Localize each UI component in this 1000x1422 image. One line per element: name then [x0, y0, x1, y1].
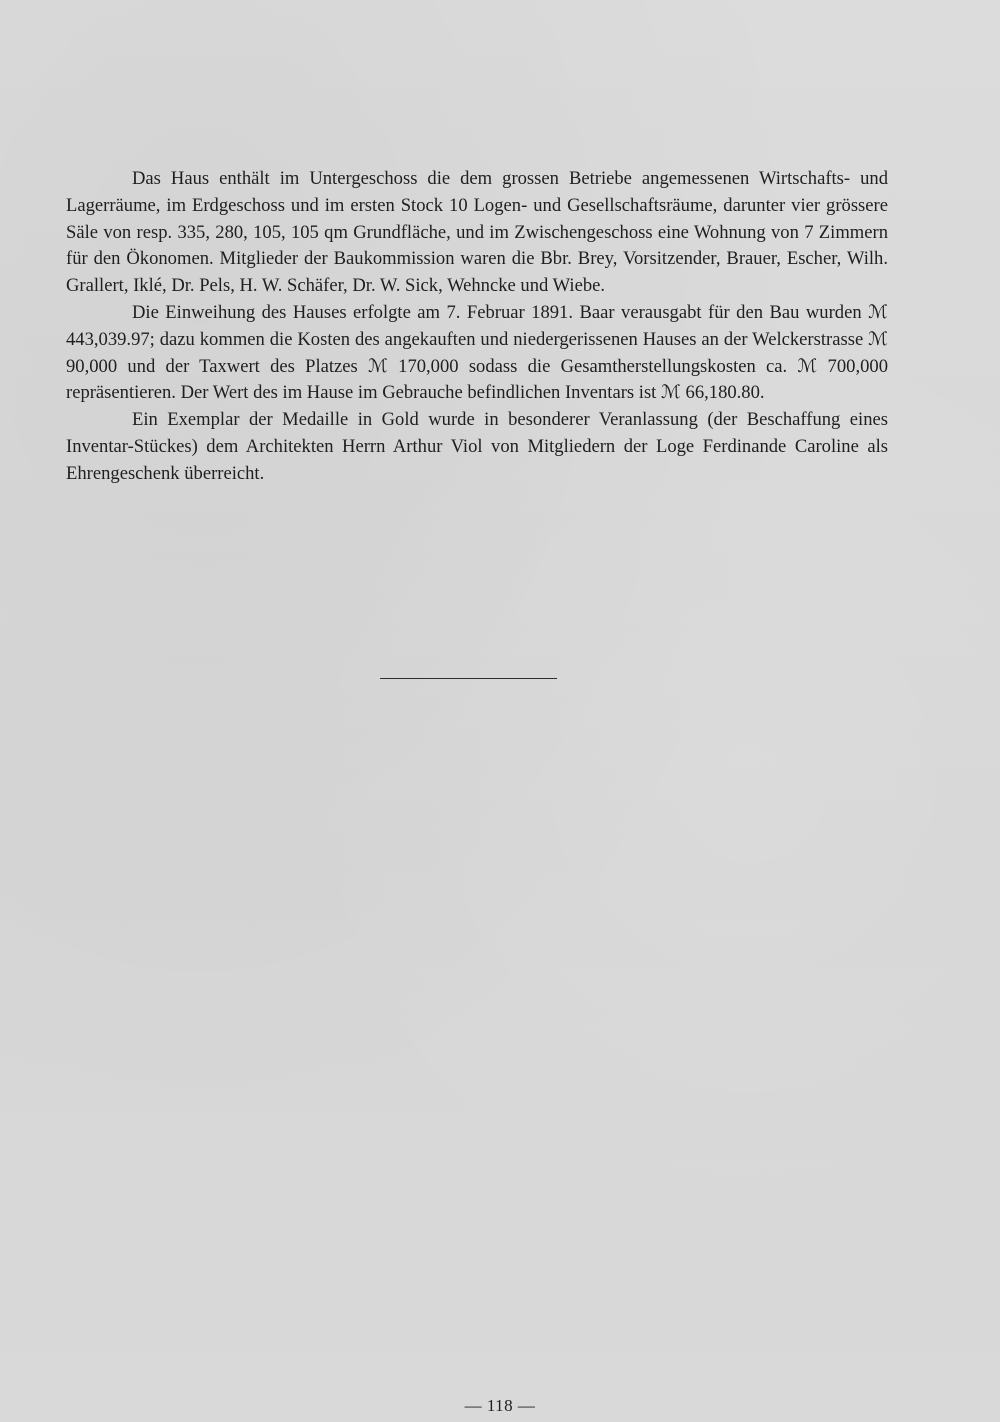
- paragraph-medal-gift: Ein Exemplar der Medaille in Gold wurde in besonderer Veranlassung (der Beschaffung eines Inventar-Stückes) dem Architekten Herrn Arthur Viol von Mitgliedern der Loge Ferdinande Caroline als Ehrengeschenk überreicht.: [66, 409, 888, 484]
- paragraph-inauguration-costs: Die Einweihung des Hauses erfolgte am 7. Februar 1891. Baar verausgabt für den Bau wurden ℳ 443,039.97; dazu kommen die Kosten des angekauften und niedergerissenen Hauses an der Welckerstrasse ℳ 90,000 und der Taxwert des Platzes ℳ 170,000 sodass die Gesamtherstellungskosten ca. ℳ 700,000 repräsentieren. Der Wert des im Hause im Gebrauche befindlichen Inventars ist ℳ 66,180.80.: [66, 301, 888, 404]
- section-divider: [380, 678, 557, 679]
- body-text: [66, 166, 888, 488]
- paragraph-building-description: Das Haus enthält im Untergeschoss die dem grossen Betriebe angemessenen Wirtschafts- und Lagerräume, im Erdgeschoss und im ersten Stock 10 Logen- und Gesellschaftsräume, darunter vier grössere Säle von resp. 335, 280, 105, 105 qm Grundfläche, und im Zwischengeschoss eine Wohnung von 7 Zimmern für den Ökonomen. Mitglieder der Baukommission waren die Bbr. Brey, Vorsitzender, Brauer, Escher, Wilh. Grallert, Iklé, Dr. Pels, H. W. Schäfer, Dr. W. Sick, Wehncke und Wiebe.: [66, 168, 888, 297]
- page-number: — 118 —: [464, 1396, 536, 1415]
